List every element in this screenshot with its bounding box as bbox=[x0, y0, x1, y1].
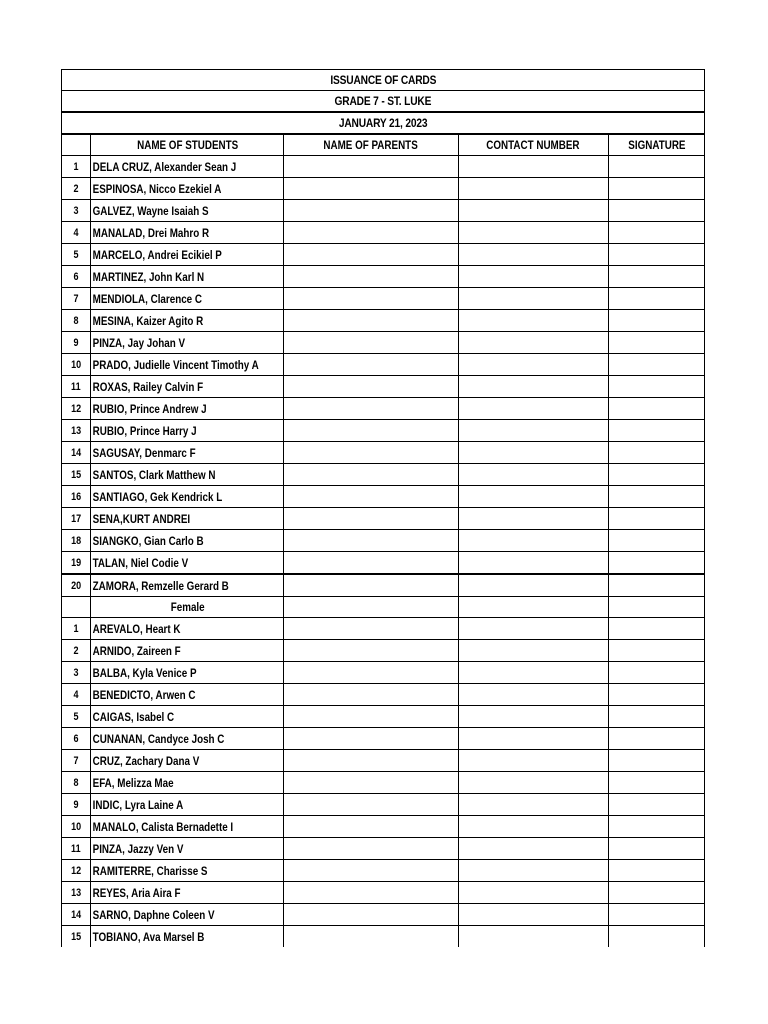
signature-cell[interactable] bbox=[608, 288, 704, 310]
signature-cell[interactable] bbox=[608, 926, 704, 948]
table-row bbox=[62, 530, 705, 552]
contact-number-cell[interactable] bbox=[458, 508, 608, 530]
student-name: SANTIAGO, Gek Kendrick L bbox=[91, 486, 284, 508]
parent-name-cell[interactable] bbox=[284, 156, 458, 178]
parent-name-cell[interactable] bbox=[284, 222, 458, 244]
table-row bbox=[62, 200, 705, 222]
parent-name-cell[interactable] bbox=[284, 618, 458, 640]
contact-number-cell[interactable] bbox=[458, 904, 608, 926]
signature-cell[interactable] bbox=[608, 420, 704, 442]
contact-number-cell[interactable] bbox=[458, 882, 608, 904]
contact-number-cell[interactable] bbox=[458, 706, 608, 728]
parent-name-cell[interactable] bbox=[284, 597, 458, 618]
contact-number-cell[interactable] bbox=[458, 464, 608, 486]
student-name: SARNO, Daphne Coleen V bbox=[91, 904, 284, 926]
row-number bbox=[62, 597, 91, 618]
student-name: BALBA, Kyla Venice P bbox=[91, 662, 284, 684]
sheet-title: ISSUANCE OF CARDS bbox=[330, 73, 436, 87]
signature-cell[interactable] bbox=[608, 376, 704, 398]
signature-cell[interactable] bbox=[608, 662, 704, 684]
parent-name-cell[interactable] bbox=[284, 332, 458, 354]
contact-number-cell[interactable] bbox=[458, 288, 608, 310]
row-number: 20 bbox=[62, 574, 91, 597]
parent-name-cell[interactable] bbox=[284, 728, 458, 750]
student-name: SAGUSAY, Denmarc F bbox=[91, 442, 284, 464]
student-name: DELA CRUZ, Alexander Sean J bbox=[91, 156, 284, 178]
table-row bbox=[62, 772, 705, 794]
contact-number-cell[interactable] bbox=[458, 376, 608, 398]
student-name: ARNIDO, Zaireen F bbox=[91, 640, 284, 662]
table-row bbox=[62, 926, 705, 948]
grade-section: GRADE 7 - ST. LUKE bbox=[334, 94, 432, 108]
signature-cell[interactable] bbox=[608, 222, 704, 244]
signature-cell[interactable] bbox=[608, 684, 704, 706]
signature-cell[interactable] bbox=[608, 442, 704, 464]
contact-number-cell[interactable] bbox=[458, 597, 608, 618]
table-row bbox=[62, 464, 705, 486]
contact-number-cell[interactable] bbox=[458, 552, 608, 575]
row-number: 5 bbox=[62, 706, 91, 728]
female-section-label: Female bbox=[91, 597, 284, 618]
contact-number-cell[interactable] bbox=[458, 750, 608, 772]
row-number: 8 bbox=[62, 772, 91, 794]
student-name: SIANGKO, Gian Carlo B bbox=[91, 530, 284, 552]
contact-number-cell[interactable] bbox=[458, 816, 608, 838]
parent-name-cell[interactable] bbox=[284, 398, 458, 420]
parent-name-cell[interactable] bbox=[284, 266, 458, 288]
row-number: 2 bbox=[62, 640, 91, 662]
parent-name-cell[interactable] bbox=[284, 530, 458, 552]
parent-name-cell[interactable] bbox=[284, 904, 458, 926]
signature-cell[interactable] bbox=[608, 618, 704, 640]
table-row bbox=[62, 398, 705, 420]
signature-cell[interactable] bbox=[608, 574, 704, 597]
row-number: 9 bbox=[62, 794, 91, 816]
student-name: REYES, Aria Aira F bbox=[91, 882, 284, 904]
student-name: ROXAS, Railey Calvin F bbox=[91, 376, 284, 398]
table-row bbox=[62, 640, 705, 662]
signature-cell[interactable] bbox=[608, 552, 704, 575]
signature-cell[interactable] bbox=[608, 816, 704, 838]
parent-name-cell[interactable] bbox=[284, 310, 458, 332]
table-row bbox=[62, 266, 705, 288]
parent-name-cell[interactable] bbox=[284, 816, 458, 838]
student-table bbox=[61, 134, 705, 947]
row-number: 1 bbox=[62, 618, 91, 640]
column-header-row bbox=[62, 135, 705, 156]
table-row bbox=[62, 354, 705, 376]
student-name: MANALO, Calista Bernadette I bbox=[91, 816, 284, 838]
contact-number-cell[interactable] bbox=[458, 640, 608, 662]
student-name: RUBIO, Prince Harry J bbox=[91, 420, 284, 442]
parent-name-cell[interactable] bbox=[284, 552, 458, 575]
contact-number-cell[interactable] bbox=[458, 266, 608, 288]
contact-number-cell[interactable] bbox=[458, 332, 608, 354]
contact-number-cell[interactable] bbox=[458, 772, 608, 794]
row-number: 13 bbox=[62, 420, 91, 442]
signature-cell[interactable] bbox=[608, 508, 704, 530]
parent-name-cell[interactable] bbox=[284, 684, 458, 706]
date-row bbox=[61, 111, 705, 134]
signature-cell[interactable] bbox=[608, 200, 704, 222]
row-number: 6 bbox=[62, 728, 91, 750]
signature-cell[interactable] bbox=[608, 750, 704, 772]
row-number: 4 bbox=[62, 684, 91, 706]
signature-cell[interactable] bbox=[608, 640, 704, 662]
signature-cell[interactable] bbox=[608, 354, 704, 376]
table-row bbox=[62, 860, 705, 882]
row-number: 10 bbox=[62, 354, 91, 376]
row-number: 19 bbox=[62, 552, 91, 575]
signature-cell[interactable] bbox=[608, 530, 704, 552]
parent-name-cell[interactable] bbox=[284, 354, 458, 376]
table-row bbox=[62, 816, 705, 838]
issue-date: JANUARY 21, 2023 bbox=[338, 116, 428, 130]
row-number: 16 bbox=[62, 486, 91, 508]
student-name: MENDIOLA, Clarence C bbox=[91, 288, 284, 310]
parent-name-cell[interactable] bbox=[284, 926, 458, 948]
student-name: BENEDICTO, Arwen C bbox=[91, 684, 284, 706]
row-number: 11 bbox=[62, 838, 91, 860]
student-name: CRUZ, Zachary Dana V bbox=[91, 750, 284, 772]
contact-number-cell[interactable] bbox=[458, 442, 608, 464]
row-number: 9 bbox=[62, 332, 91, 354]
contact-number-cell[interactable] bbox=[458, 794, 608, 816]
parent-name-cell[interactable] bbox=[284, 772, 458, 794]
signature-cell[interactable] bbox=[608, 728, 704, 750]
row-number: 15 bbox=[62, 464, 91, 486]
attendance-sheet bbox=[61, 69, 705, 947]
parent-name-cell[interactable] bbox=[284, 200, 458, 222]
signature-cell[interactable] bbox=[608, 156, 704, 178]
signature-cell[interactable] bbox=[608, 838, 704, 860]
table-row bbox=[62, 838, 705, 860]
student-name: EFA, Melizza Mae bbox=[91, 772, 284, 794]
parent-name-cell[interactable] bbox=[284, 508, 458, 530]
table-row bbox=[62, 442, 705, 464]
signature-cell[interactable] bbox=[608, 882, 704, 904]
parent-name-cell[interactable] bbox=[284, 640, 458, 662]
signature-cell[interactable] bbox=[608, 178, 704, 200]
student-name: TOBIANO, Ava Marsel B bbox=[91, 926, 284, 948]
table-row bbox=[62, 420, 705, 442]
signature-cell[interactable] bbox=[608, 464, 704, 486]
signature-column-header: SIGNATURE bbox=[608, 135, 704, 156]
contact-number-cell[interactable] bbox=[458, 838, 608, 860]
student-name: MESINA, Kaizer Agito R bbox=[91, 310, 284, 332]
table-row bbox=[62, 706, 705, 728]
signature-cell[interactable] bbox=[608, 310, 704, 332]
table-row bbox=[62, 882, 705, 904]
female-section-row bbox=[62, 597, 705, 618]
table-row bbox=[62, 310, 705, 332]
signature-cell[interactable] bbox=[608, 772, 704, 794]
student-name: PINZA, Jazzy Ven V bbox=[91, 838, 284, 860]
contact-number-cell[interactable] bbox=[458, 684, 608, 706]
table-row bbox=[62, 684, 705, 706]
row-number: 14 bbox=[62, 904, 91, 926]
contact-number-cell[interactable] bbox=[458, 156, 608, 178]
row-number: 18 bbox=[62, 530, 91, 552]
contact-number-cell[interactable] bbox=[458, 574, 608, 597]
sheet-title-row bbox=[61, 69, 705, 90]
contact-number-cell[interactable] bbox=[458, 398, 608, 420]
row-number: 15 bbox=[62, 926, 91, 948]
parent-name-cell[interactable] bbox=[284, 244, 458, 266]
signature-cell[interactable] bbox=[608, 860, 704, 882]
student-name: INDIC, Lyra Laine A bbox=[91, 794, 284, 816]
table-row bbox=[62, 750, 705, 772]
signature-cell[interactable] bbox=[608, 794, 704, 816]
table-row bbox=[62, 178, 705, 200]
student-name: MANALAD, Drei Mahro R bbox=[91, 222, 284, 244]
row-number: 11 bbox=[62, 376, 91, 398]
parent-name-cell[interactable] bbox=[284, 574, 458, 597]
student-name: PRADO, Judielle Vincent Timothy A bbox=[91, 354, 284, 376]
student-name: MARTINEZ, John Karl N bbox=[91, 266, 284, 288]
parent-name-cell[interactable] bbox=[284, 794, 458, 816]
contact-number-cell[interactable] bbox=[458, 178, 608, 200]
student-name: AREVALO, Heart K bbox=[91, 618, 284, 640]
contact-number-cell[interactable] bbox=[458, 486, 608, 508]
row-number: 7 bbox=[62, 750, 91, 772]
table-row bbox=[62, 508, 705, 530]
row-number: 10 bbox=[62, 816, 91, 838]
student-name: TALAN, Niel Codie V bbox=[91, 552, 284, 575]
student-name: GALVEZ, Wayne Isaiah S bbox=[91, 200, 284, 222]
signature-cell[interactable] bbox=[608, 398, 704, 420]
signature-cell[interactable] bbox=[608, 486, 704, 508]
row-number: 2 bbox=[62, 178, 91, 200]
parent-name-cell[interactable] bbox=[284, 464, 458, 486]
signature-cell[interactable] bbox=[608, 706, 704, 728]
row-number: 12 bbox=[62, 860, 91, 882]
student-name: RAMITERRE, Charisse S bbox=[91, 860, 284, 882]
contact-number-cell[interactable] bbox=[458, 420, 608, 442]
contact-number-cell[interactable] bbox=[458, 728, 608, 750]
signature-cell[interactable] bbox=[608, 904, 704, 926]
parent-name-cell[interactable] bbox=[284, 442, 458, 464]
student-name: SANTOS, Clark Matthew N bbox=[91, 464, 284, 486]
parent-name-cell[interactable] bbox=[284, 882, 458, 904]
student-name: ESPINOSA, Nicco Ezekiel A bbox=[91, 178, 284, 200]
row-number: 8 bbox=[62, 310, 91, 332]
contact-number-cell[interactable] bbox=[458, 222, 608, 244]
contact-number-cell[interactable] bbox=[458, 244, 608, 266]
row-number: 3 bbox=[62, 200, 91, 222]
table-row bbox=[62, 376, 705, 398]
table-row bbox=[62, 552, 705, 575]
grade-row bbox=[61, 90, 705, 111]
row-number: 3 bbox=[62, 662, 91, 684]
signature-cell[interactable] bbox=[608, 332, 704, 354]
student-name: CUNANAN, Candyce Josh C bbox=[91, 728, 284, 750]
student-name: PINZA, Jay Johan V bbox=[91, 332, 284, 354]
contact-column-header: CONTACT NUMBER bbox=[458, 135, 608, 156]
contact-number-cell[interactable] bbox=[458, 926, 608, 948]
row-number: 12 bbox=[62, 398, 91, 420]
row-number: 14 bbox=[62, 442, 91, 464]
table-row bbox=[62, 244, 705, 266]
student-name: MARCELO, Andrei Ecikiel P bbox=[91, 244, 284, 266]
row-number: 5 bbox=[62, 244, 91, 266]
table-row bbox=[62, 728, 705, 750]
row-number: 7 bbox=[62, 288, 91, 310]
contact-number-cell[interactable] bbox=[458, 860, 608, 882]
parent-name-cell[interactable] bbox=[284, 750, 458, 772]
table-row bbox=[62, 618, 705, 640]
table-row bbox=[62, 288, 705, 310]
parent-name-cell[interactable] bbox=[284, 288, 458, 310]
parent-name-cell[interactable] bbox=[284, 420, 458, 442]
table-row bbox=[62, 332, 705, 354]
table-row bbox=[62, 486, 705, 508]
student-name: CAIGAS, Isabel C bbox=[91, 706, 284, 728]
parents-column-header: NAME OF PARENTS bbox=[284, 135, 458, 156]
parent-name-cell[interactable] bbox=[284, 706, 458, 728]
contact-number-cell[interactable] bbox=[458, 310, 608, 332]
number-column-header bbox=[62, 135, 91, 156]
parent-name-cell[interactable] bbox=[284, 486, 458, 508]
row-number: 17 bbox=[62, 508, 91, 530]
parent-name-cell[interactable] bbox=[284, 860, 458, 882]
student-name: ZAMORA, Remzelle Gerard B bbox=[91, 574, 284, 597]
table-row bbox=[62, 794, 705, 816]
signature-cell[interactable] bbox=[608, 266, 704, 288]
contact-number-cell[interactable] bbox=[458, 354, 608, 376]
parent-name-cell[interactable] bbox=[284, 178, 458, 200]
table-row bbox=[62, 662, 705, 684]
row-number: 6 bbox=[62, 266, 91, 288]
signature-cell[interactable] bbox=[608, 597, 704, 618]
name-column-header: NAME OF STUDENTS bbox=[91, 135, 284, 156]
table-row bbox=[62, 222, 705, 244]
contact-number-cell[interactable] bbox=[458, 200, 608, 222]
contact-number-cell[interactable] bbox=[458, 618, 608, 640]
parent-name-cell[interactable] bbox=[284, 662, 458, 684]
table-row bbox=[62, 574, 705, 597]
parent-name-cell[interactable] bbox=[284, 376, 458, 398]
table-row bbox=[62, 156, 705, 178]
contact-number-cell[interactable] bbox=[458, 662, 608, 684]
signature-cell[interactable] bbox=[608, 244, 704, 266]
row-number: 4 bbox=[62, 222, 91, 244]
student-name: SENA,KURT ANDREI bbox=[91, 508, 284, 530]
table-row bbox=[62, 904, 705, 926]
contact-number-cell[interactable] bbox=[458, 530, 608, 552]
student-name: RUBIO, Prince Andrew J bbox=[91, 398, 284, 420]
parent-name-cell[interactable] bbox=[284, 838, 458, 860]
row-number: 13 bbox=[62, 882, 91, 904]
row-number: 1 bbox=[62, 156, 91, 178]
